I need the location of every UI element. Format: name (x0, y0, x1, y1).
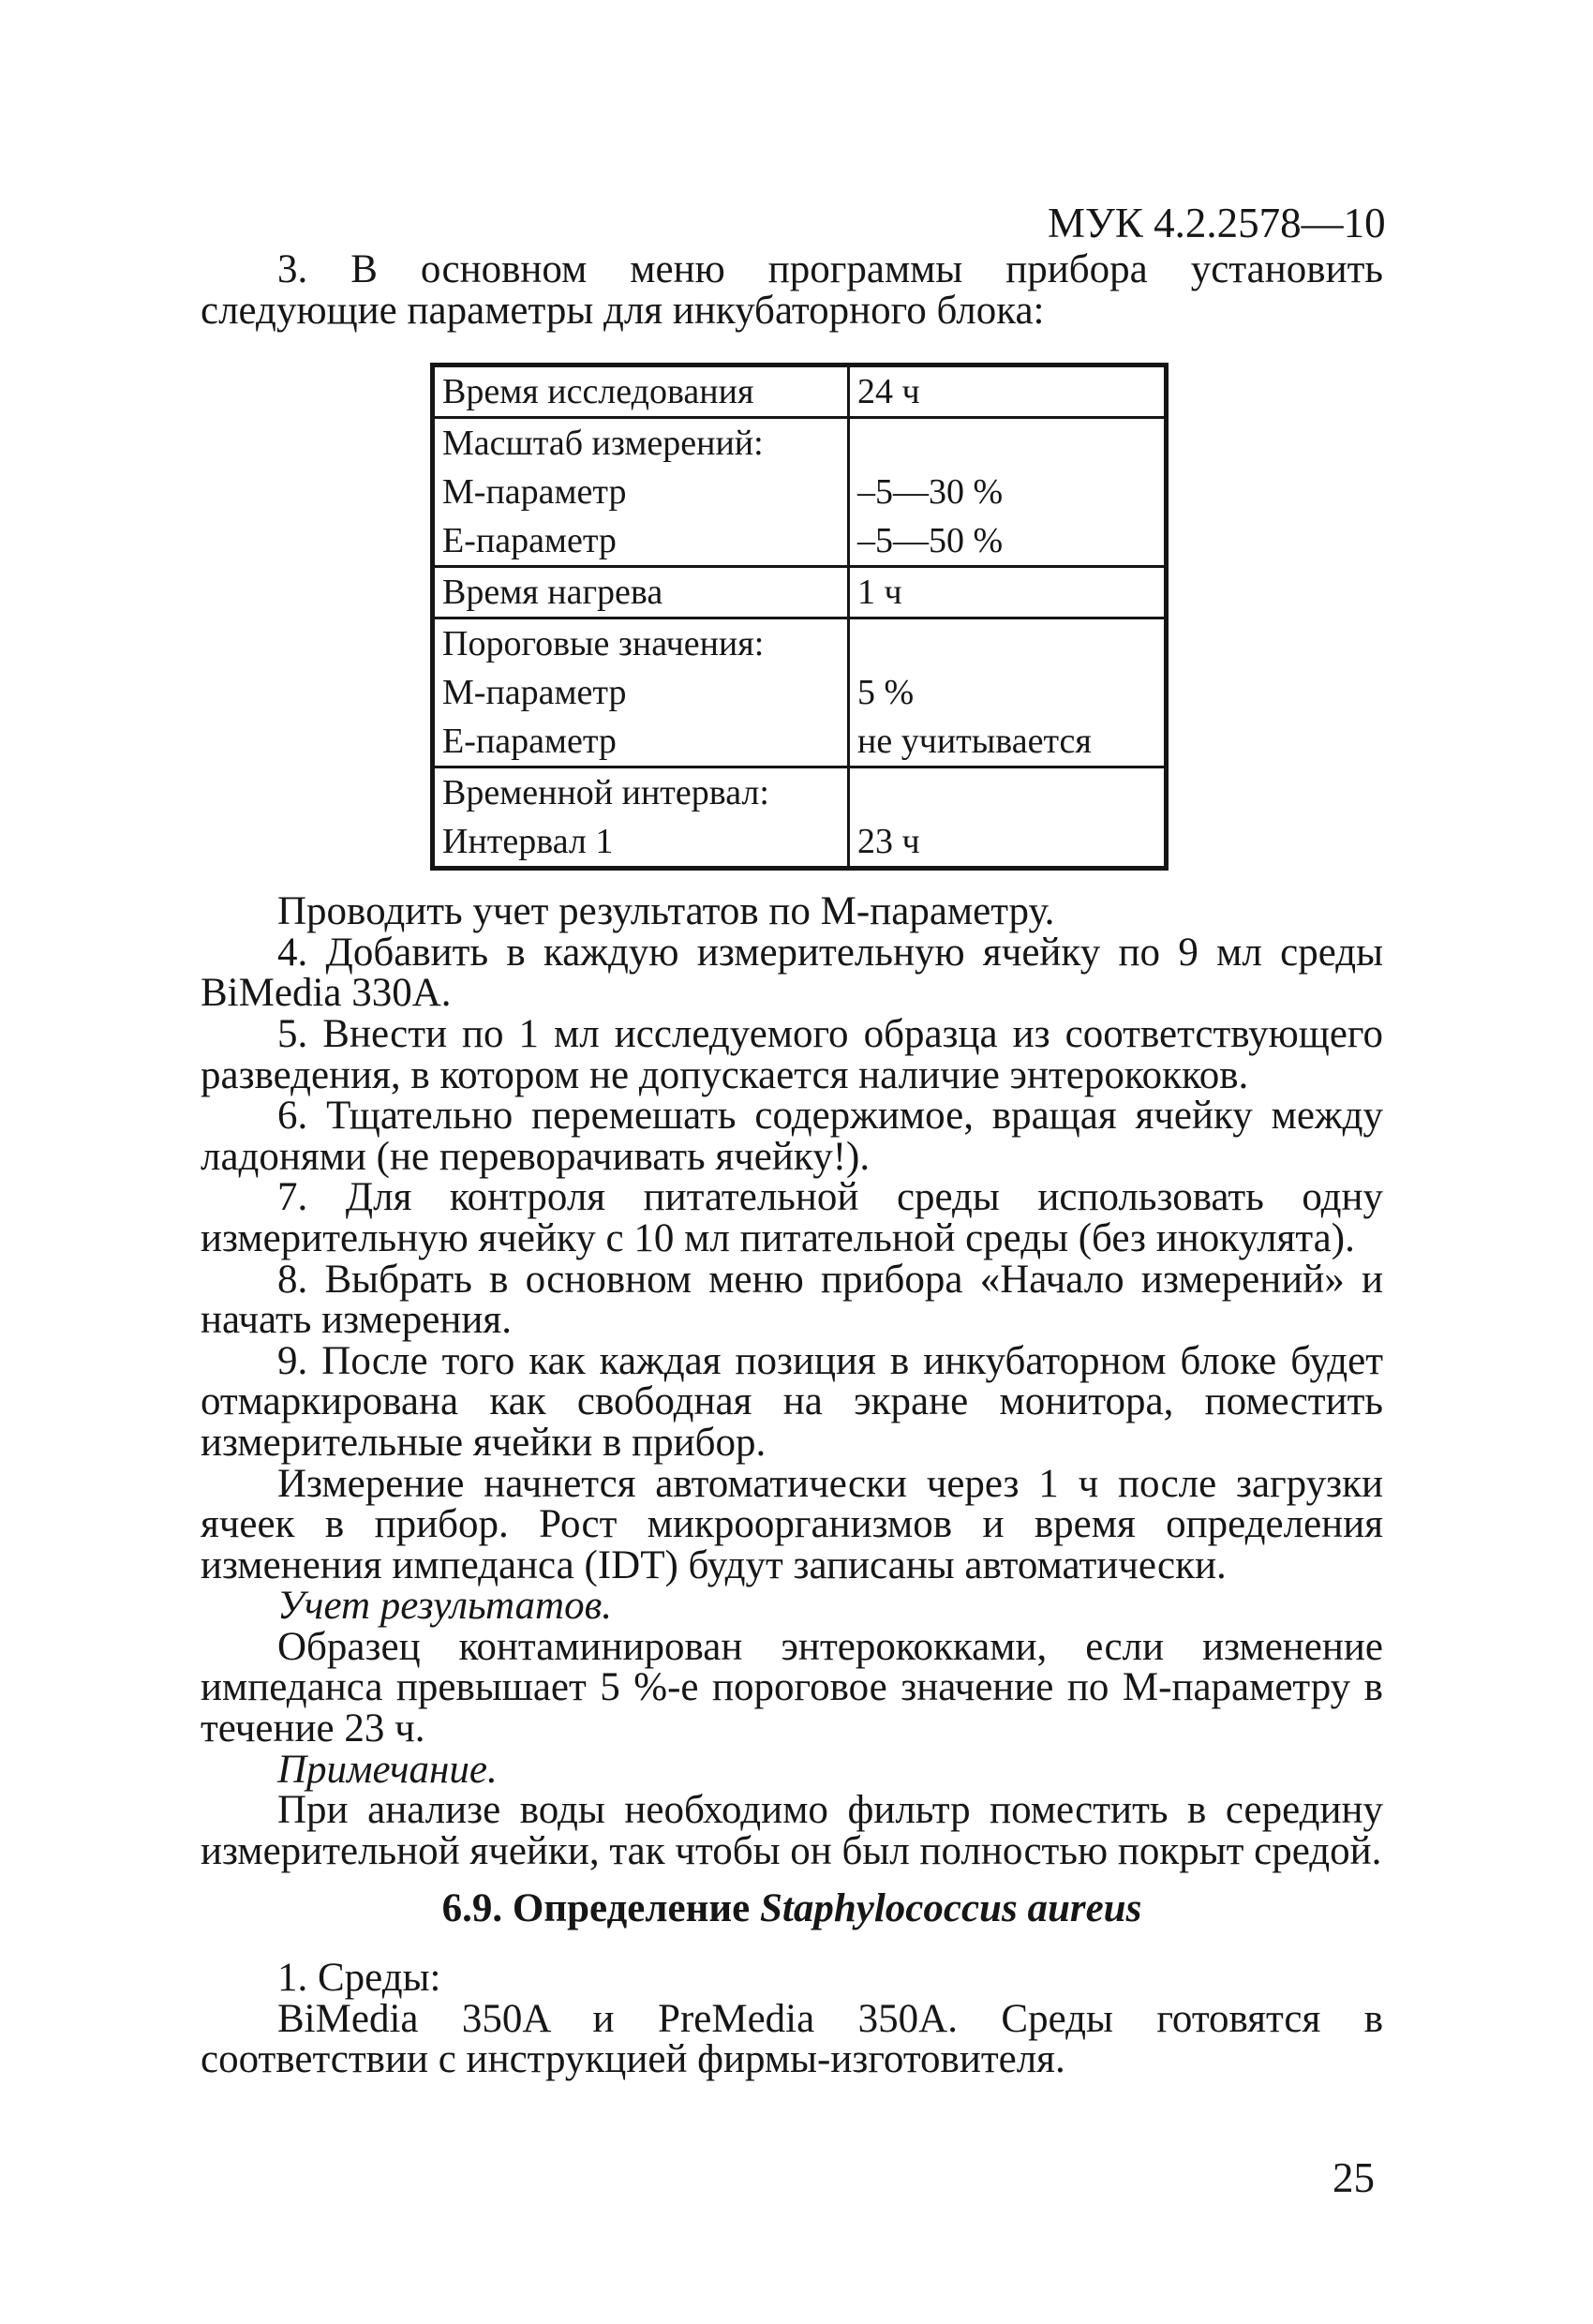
parameter-value (857, 619, 1156, 668)
parameters-table-row (433, 567, 1167, 618)
parameter-value: не учитывается (857, 722, 1092, 762)
parameter-name: Временной интервал: (442, 773, 769, 813)
parameters-table-row (433, 365, 1167, 418)
parameter-value-cell (849, 418, 1167, 567)
parameters-table-row (433, 618, 1167, 767)
step-4: 4. Добавить в каждую измерительную ячейку по 9 мл среды BiMedia 330A. (201, 930, 1383, 1016)
parameter-name: Интервал 1 (442, 822, 614, 862)
parameter-value: 23 ч (857, 822, 920, 862)
parameters-table-row (433, 418, 1167, 567)
parameter-name-cell (433, 767, 849, 869)
results-heading: Учет результатов. (277, 1584, 612, 1629)
after-table-text: Проводить учет результатов по М-параметру. (277, 889, 1055, 934)
parameter-name: Время нагрева (442, 573, 663, 613)
parameter-value-cell (849, 567, 1167, 618)
note-text: При анализе воды необходимо фильтр поместить в середину измерительной ячейки, так чтобы он был полностью покрыт средой. (201, 1788, 1383, 1873)
note-heading: Примечание. (277, 1747, 498, 1792)
section-organism: Staphylococcus aureus (759, 1886, 1142, 1931)
parameter-value: 1 ч (857, 573, 902, 613)
parameter-name-cell (433, 618, 849, 767)
parameter-value (857, 419, 1156, 468)
media-text: BiMedia 350A и PreMedia 350A. Среды готовятся в соответствии с инструкцией фирмы-изготовителя. (201, 1996, 1383, 2082)
parameters-table-body (433, 365, 1167, 869)
parameter-name-cell (433, 567, 849, 618)
step-9: 9. После того как каждая позиция в инкубаторном блоке будет отмаркирована как свободная на экране монитора, поместить измерительные ячейки в прибор. (201, 1338, 1383, 1465)
step-7: 7. Для контроля питательной среды использовать одну измерительную ячейку с 10 мл питательной среды (без инокулята). (201, 1175, 1383, 1260)
results-text: Образец контаминирован энтерококками, если изменение импеданса превышает 5 %-е пороговое значение по М-параметру в течение 23 ч. (201, 1624, 1383, 1751)
parameter-name: Пороговые значения: (442, 624, 765, 664)
parameter-name: Е-параметр (442, 722, 617, 762)
step-6: 6. Тщательно перемешать содержимое, вращая ячейку между ладонями (не переворачивать ячейку!). (201, 1094, 1383, 1179)
media-heading: 1. Среды: (277, 1956, 441, 2001)
page-content (201, 249, 1383, 2080)
parameter-value-cell (849, 767, 1167, 869)
parameter-name-cell (433, 365, 849, 418)
parameter-name: Масштаб измерений: (442, 424, 764, 464)
parameter-value: 5 % (857, 673, 915, 713)
parameter-name-cell (433, 418, 849, 567)
parameter-name: М-параметр (442, 673, 627, 713)
parameter-name: Время исследования (442, 372, 754, 412)
step-3-intro: 3. В основном меню программы прибора установить следующие параметры для инкубаторного блока: (201, 247, 1383, 333)
parameter-value-cell (849, 365, 1167, 418)
parameter-name: Е-параметр (442, 521, 617, 561)
incubator-parameters-table (430, 363, 1169, 871)
section-heading (201, 1871, 1383, 1958)
step-8: 8. Выбрать в основном меню прибора «Начало измерений» и начать измерения. (201, 1257, 1383, 1343)
parameter-value (857, 768, 1156, 817)
parameter-value: 24 ч (857, 372, 920, 412)
parameter-value: –5—30 % (857, 472, 1004, 513)
measurement-note: Измерение начнется автоматически через 1 ч после загрузки ячеек в прибор. Рост микроорганизмов и время определения изменения импеданса (IDT) будут записаны автоматически. (201, 1461, 1383, 1587)
parameters-table-row (433, 767, 1167, 869)
page-number: 25 (1332, 2154, 1375, 2201)
page-header: МУК 4.2.2578—10 (1048, 200, 1386, 246)
section-number-title: 6.9. Определение (441, 1886, 751, 1931)
parameter-value: –5—50 % (857, 521, 1004, 561)
parameter-value-cell (849, 618, 1167, 767)
parameter-name: М-параметр (442, 472, 627, 513)
step-5: 5. Внести по 1 мл исследуемого образца из соответствующего разведения, в котором не допускается наличие энтерококков. (201, 1011, 1383, 1097)
